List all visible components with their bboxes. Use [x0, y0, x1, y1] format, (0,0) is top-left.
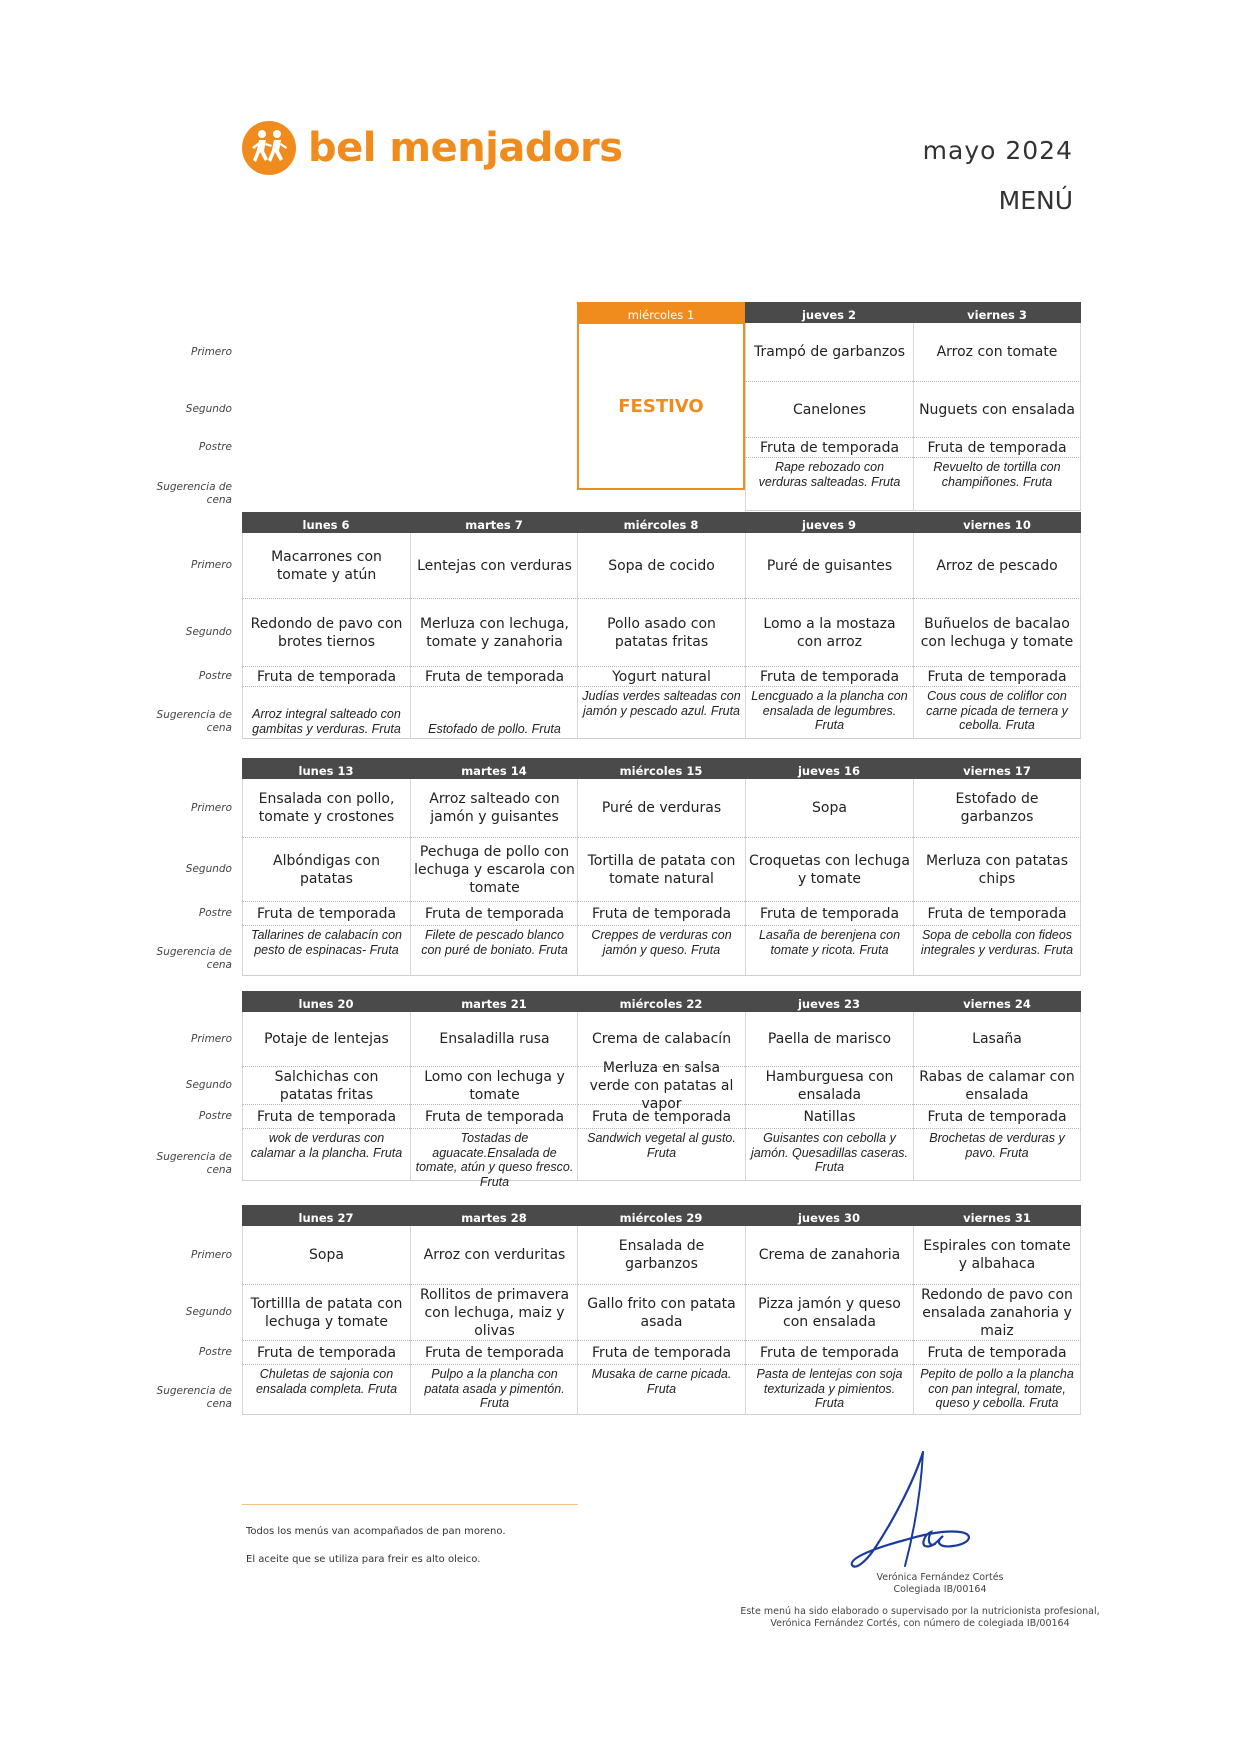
menu-cell-sugerencia: Chuletas de sajonia con ensalada completa. Fruta: [242, 1365, 410, 1415]
day-header: martes 28: [410, 1205, 578, 1226]
menu-cell-segundo: Buñuelos de bacalao con lechuga y tomate: [913, 599, 1081, 667]
menu-cell-postre: Fruta de temporada: [745, 667, 913, 687]
menu-cell-primero: Lasaña: [913, 1012, 1081, 1067]
menu-cell-postre: Fruta de temporada: [242, 667, 410, 687]
menu-cell-postre: Fruta de temporada: [410, 902, 578, 926]
menu-cell-segundo: Hamburguesa con ensalada: [745, 1067, 913, 1105]
menu-cell-sugerencia: Creppes de verduras con jamón y queso. Fruta: [577, 926, 745, 976]
day-header: miércoles 15: [577, 758, 745, 779]
signature: [835, 1448, 985, 1576]
menu-cell-postre: Fruta de temporada: [913, 438, 1081, 458]
row-label-primero: Primero: [191, 801, 232, 814]
menu-cell-sugerencia: Rape rebozado con verduras salteadas. Fruta: [745, 458, 913, 511]
row-label-postre: Postre: [198, 1346, 232, 1358]
day-header: viernes 31: [913, 1205, 1081, 1226]
menu-cell-postre: Fruta de temporada: [410, 667, 578, 687]
menu-cell-sugerencia: Guisantes con cebolla y jamón. Quesadillas caseras. Fruta: [745, 1129, 913, 1181]
nutritionist-disclaimer: [740, 1606, 1100, 1630]
brand-name: bel menjadors: [308, 125, 623, 171]
disclaimer-line-1: Este menú ha sido elaborado o supervisado por la nutricionista profesional,: [740, 1606, 1100, 1617]
menu-cell-segundo: Albóndigas con patatas: [242, 838, 410, 902]
menu-cell-postre: Fruta de temporada: [913, 1341, 1081, 1365]
day-header: lunes 20: [242, 991, 410, 1012]
day-header: martes 14: [410, 758, 578, 779]
menu-cell-segundo: Merluza con patatas chips: [913, 838, 1081, 902]
menu-cell-segundo: Rabas de calamar con ensalada: [913, 1067, 1081, 1105]
day-header: jueves 30: [745, 1205, 913, 1226]
menu-cell-sugerencia: Cous cous de coliflor con carne picada de ternera y cebolla. Fruta: [913, 687, 1081, 739]
month-title: mayo 2024: [922, 136, 1073, 165]
row-label-primero: Primero: [191, 345, 232, 358]
row-label-segundo: Segundo: [185, 403, 232, 415]
menu-cell-segundo: Canelones: [745, 382, 913, 438]
menu-cell-sugerencia: Brochetas de verduras y pavo. Fruta: [913, 1129, 1081, 1181]
menu-cell-postre: Fruta de temporada: [745, 1341, 913, 1365]
menu-cell-postre: Fruta de temporada: [242, 1341, 410, 1365]
day-header: lunes 27: [242, 1205, 410, 1226]
menu-cell-sugerencia: Filete de pescado blanco con puré de boniato. Fruta: [410, 926, 578, 976]
menu-cell-postre: Fruta de temporada: [410, 1105, 578, 1129]
menu-cell-primero: Trampó de garbanzos: [745, 323, 913, 382]
menu-cell-segundo: Salchichas con patatas fritas: [242, 1067, 410, 1105]
menu-cell-sugerencia: Judías verdes salteadas con jamón y pescado azul. Fruta: [577, 687, 745, 739]
day-header: viernes 24: [913, 991, 1081, 1012]
menu-cell-postre: Fruta de temporada: [745, 902, 913, 926]
day-header: martes 21: [410, 991, 578, 1012]
menu-cell-primero: Arroz con verduritas: [410, 1226, 578, 1285]
menu-cell-segundo: Redondo de pavo con ensalada zanahoria y maiz: [913, 1285, 1081, 1341]
menu-cell-primero: Lentejas con verduras: [410, 533, 578, 599]
menu-cell-segundo: Nuguets con ensalada: [913, 382, 1081, 438]
row-label-sugerencia: Sugerencia de cena: [156, 946, 232, 971]
row-label-postre: Postre: [198, 441, 232, 453]
row-label-postre: Postre: [198, 670, 232, 682]
menu-cell-postre: Yogurt natural: [577, 667, 745, 687]
day-header: jueves 16: [745, 758, 913, 779]
row-label-postre: Postre: [198, 907, 232, 919]
menu-cell-sugerencia: wok de verduras con calamar a la plancha. Fruta: [242, 1129, 410, 1181]
menu-cell-primero: Arroz con tomate: [913, 323, 1081, 382]
menu-cell-primero: Puré de guisantes: [745, 533, 913, 599]
menu-cell-segundo: Tortilla de patata con tomate natural: [577, 838, 745, 902]
menu-cell-primero: Crema de zanahoria: [745, 1226, 913, 1285]
menu-cell-sugerencia: Lencguado a la plancha con ensalada de legumbres. Fruta: [745, 687, 913, 739]
row-label-segundo: Segundo: [185, 626, 232, 638]
menu-cell-primero: Espirales con tomate y albahaca: [913, 1226, 1081, 1285]
menu-cell-postre: Fruta de temporada: [577, 1105, 745, 1129]
menu-cell-postre: Fruta de temporada: [913, 1105, 1081, 1129]
day-header: viernes 3: [913, 302, 1081, 323]
menu-cell-primero: Potaje de lentejas: [242, 1012, 410, 1067]
row-label-sugerencia: Sugerencia de cena: [156, 481, 232, 506]
day-header: lunes 6: [242, 512, 410, 533]
day-header: jueves 2: [745, 302, 913, 323]
menu-cell-segundo: Redondo de pavo con brotes tiernos: [242, 599, 410, 667]
menu-cell-segundo: Pizza jamón y queso con ensalada: [745, 1285, 913, 1341]
day-header: martes 7: [410, 512, 578, 533]
menu-cell-sugerencia: Revuelto de tortilla con champiñones. Fruta: [913, 458, 1081, 511]
menu-cell-sugerencia: Sopa de cebolla con fideos integrales y verduras. Fruta: [913, 926, 1081, 976]
row-label-primero: Primero: [191, 559, 232, 571]
holiday-day-header: miércoles 1: [577, 302, 745, 324]
menu-cell-postre: Fruta de temporada: [913, 667, 1081, 687]
day-header: jueves 9: [745, 512, 913, 533]
menu-cell-postre: Natillas: [745, 1105, 913, 1129]
day-header: miércoles 29: [577, 1205, 745, 1226]
menu-cell-segundo: Gallo frito con patata asada: [577, 1285, 745, 1341]
row-label-primero: Primero: [191, 1032, 232, 1045]
signer-block: [820, 1572, 1060, 1596]
menu-cell-sugerencia: Lasaña de berenjena con tomate y ricota. Fruta: [745, 926, 913, 976]
menu-cell-segundo: Merluza con lechuga, tomate y zanahoria: [410, 599, 578, 667]
menu-cell-sugerencia: Estofado de pollo. Fruta: [410, 687, 578, 739]
menu-cell-sugerencia: Pepito de pollo a la plancha con pan integral, tomate, queso y cebolla. Fruta: [913, 1365, 1081, 1415]
menu-cell-postre: Fruta de temporada: [242, 1105, 410, 1129]
disclaimer-line-2: Verónica Fernández Cortés, con número de colegiada IB/00164: [770, 1618, 1070, 1629]
menu-cell-segundo: Lomo con lechuga y tomate: [410, 1067, 578, 1105]
day-header: miércoles 8: [577, 512, 745, 533]
menu-cell-sugerencia: Pasta de lentejas con soja texturizada y pimientos. Fruta: [745, 1365, 913, 1415]
menu-cell-primero: Sopa: [242, 1226, 410, 1285]
menu-cell-segundo: Croquetas con lechuga y tomate: [745, 838, 913, 902]
menu-cell-primero: Ensaladilla rusa: [410, 1012, 578, 1067]
day-header: viernes 17: [913, 758, 1081, 779]
menu-cell-primero: Ensalada de garbanzos: [577, 1226, 745, 1285]
menu-cell-postre: Fruta de temporada: [242, 902, 410, 926]
menu-cell-primero: Arroz salteado con jamón y guisantes: [410, 779, 578, 838]
menu-cell-segundo: Merluza en salsa verde con patatas al vapor: [577, 1067, 745, 1105]
menu-cell-sugerencia: Arroz integral salteado con gambitas y verduras. Fruta: [242, 687, 410, 739]
signer-id: Colegiada IB/00164: [893, 1584, 987, 1595]
row-label-segundo: Segundo: [185, 1079, 232, 1091]
two-running-children-icon: [242, 121, 296, 175]
row-label-sugerencia: Sugerencia de cena: [156, 1151, 232, 1176]
row-label-sugerencia: Sugerencia de cena: [156, 709, 232, 734]
menu-cell-sugerencia: Sandwich vegetal al gusto. Fruta: [577, 1129, 745, 1181]
menu-cell-segundo: Lomo a la mostaza con arroz: [745, 599, 913, 667]
menu-cell-primero: Estofado de garbanzos: [913, 779, 1081, 838]
menu-cell-postre: Fruta de temporada: [745, 438, 913, 458]
signer-name: Verónica Fernández Cortés: [876, 1572, 1004, 1583]
menu-cell-sugerencia: Pulpo a la plancha con patata asada y pimentón. Fruta: [410, 1365, 578, 1415]
footer-note-oil: El aceite que se utiliza para freir es alto oleico.: [246, 1554, 481, 1565]
holiday-label: FESTIVO: [618, 396, 704, 417]
menu-cell-postre: Fruta de temporada: [577, 902, 745, 926]
menu-cell-sugerencia: Musaka de carne picada. Fruta: [577, 1365, 745, 1415]
row-label-sugerencia: Sugerencia de cena: [156, 1385, 232, 1410]
footer-divider: [242, 1504, 578, 1505]
menu-title: MENÚ: [998, 186, 1073, 215]
menu-cell-primero: Sopa: [745, 779, 913, 838]
row-label-postre: Postre: [198, 1110, 232, 1122]
day-header: miércoles 22: [577, 991, 745, 1012]
day-header: jueves 23: [745, 991, 913, 1012]
menu-cell-postre: Fruta de temporada: [577, 1341, 745, 1365]
brand-logo: [242, 120, 623, 176]
row-label-segundo: Segundo: [185, 1306, 232, 1318]
menu-cell-primero: Ensalada con pollo, tomate y crostones: [242, 779, 410, 838]
menu-cell-postre: Fruta de temporada: [913, 902, 1081, 926]
menu-cell-segundo: Tortillla de patata con lechuga y tomate: [242, 1285, 410, 1341]
row-label-segundo: Segundo: [185, 863, 232, 875]
menu-cell-postre: Fruta de temporada: [410, 1341, 578, 1365]
menu-cell-sugerencia: Tostadas de aguacate.Ensalada de tomate, atún y queso fresco. Fruta: [410, 1129, 578, 1181]
footer-note-bread: Todos los menús van acompañados de pan moreno.: [246, 1526, 506, 1537]
menu-cell-primero: Macarrones con tomate y atún: [242, 533, 410, 599]
menu-cell-primero: Crema de calabacín: [577, 1012, 745, 1067]
menu-cell-segundo: Rollitos de primavera con lechuga, maiz y olivas: [410, 1285, 578, 1341]
day-header: viernes 10: [913, 512, 1081, 533]
menu-cell-sugerencia: Tallarines de calabacín con pesto de espinacas- Fruta: [242, 926, 410, 976]
menu-cell-segundo: Pollo asado con patatas fritas: [577, 599, 745, 667]
menu-cell-primero: Sopa de cocido: [577, 533, 745, 599]
menu-cell-primero: Paella de marisco: [745, 1012, 913, 1067]
menu-cell-primero: Puré de verduras: [577, 779, 745, 838]
menu-cell-primero: Arroz de pescado: [913, 533, 1081, 599]
day-header: lunes 13: [242, 758, 410, 779]
menu-cell-segundo: Pechuga de pollo con lechuga y escarola con tomate: [410, 838, 578, 902]
row-label-primero: Primero: [191, 1248, 232, 1261]
